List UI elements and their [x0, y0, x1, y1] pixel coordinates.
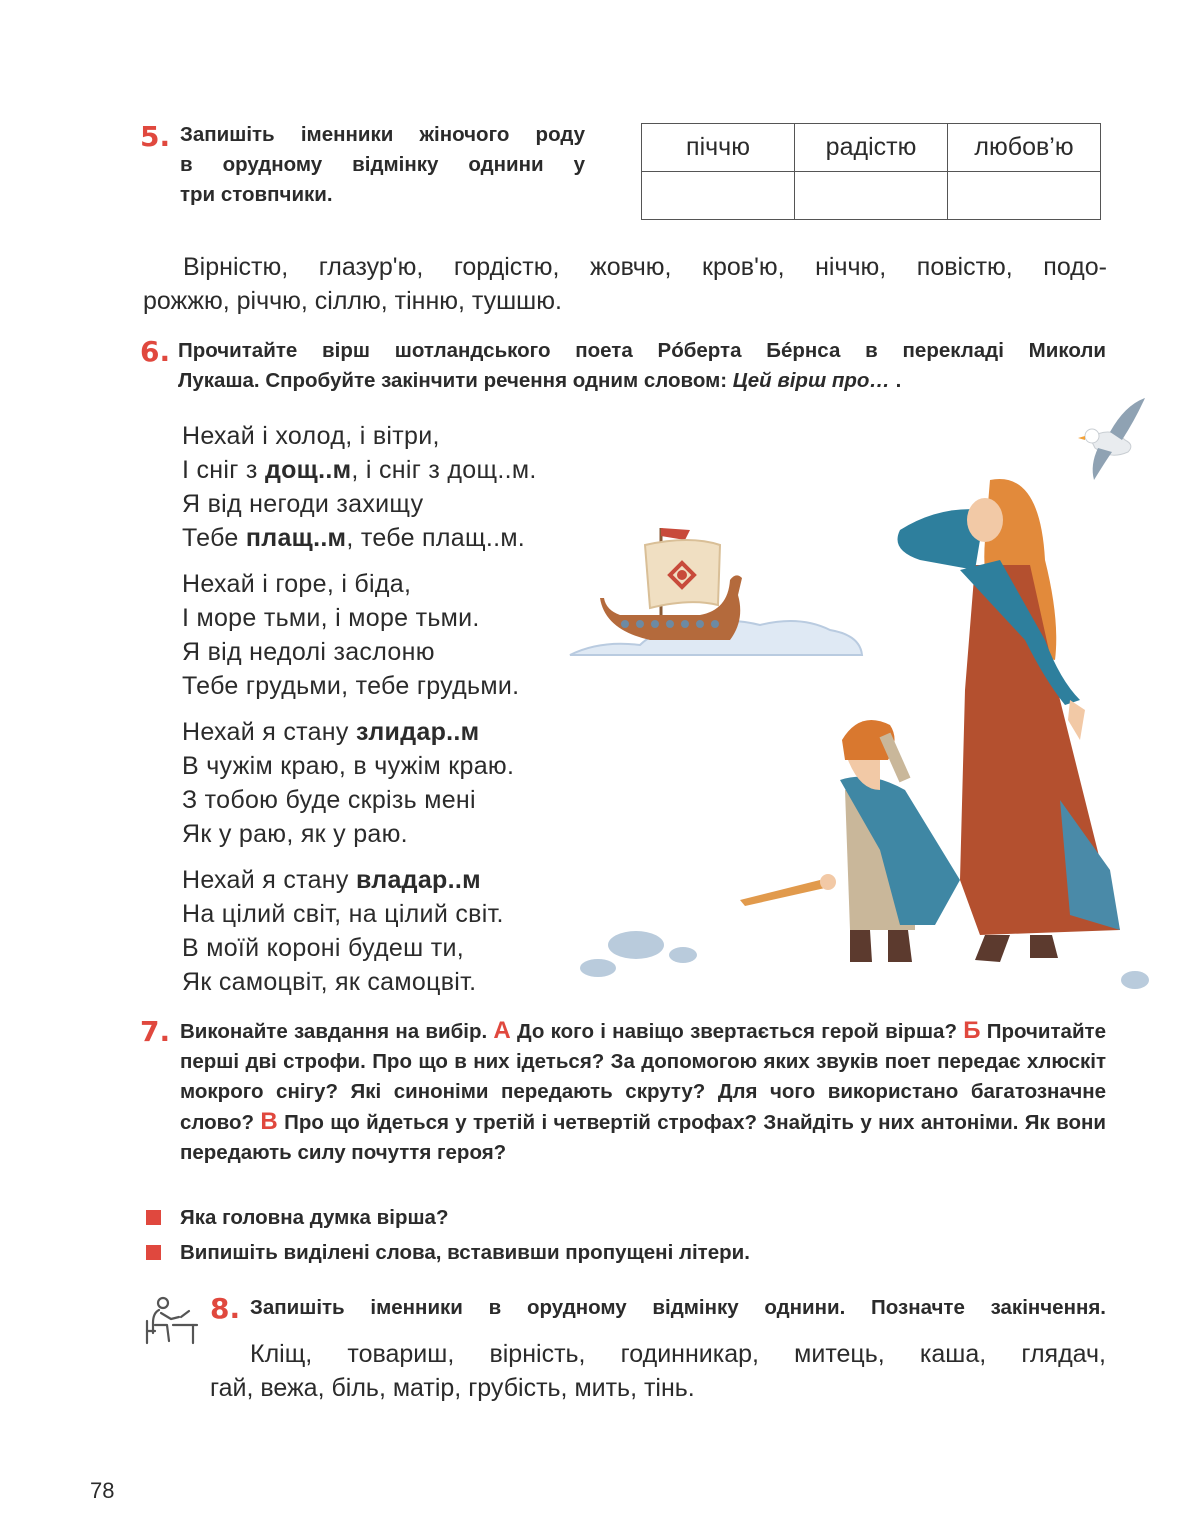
task-7-text: Прочитайте перші дві строфи. Про що в них ідеться? За допомогою яких звуків поет передає хлюскіт мокрого снігу? Які синоніми передають скруту? Для чого використано багатозначне слово? — [180, 1020, 1107, 1134]
poem-line — [182, 863, 537, 897]
task-7-bullet-1: Яка головна думка вірша? — [180, 1206, 449, 1229]
task-7-text: До кого і навіщо звертається герой вірша? — [510, 1020, 957, 1043]
task-5-words-line-1: Вірністю, глазур'ю, гордістю, жовчю, кров'ю, ніччю, повістю, подо- — [183, 253, 1107, 281]
poem — [182, 419, 537, 1011]
task-6-number: 6. — [140, 335, 171, 368]
poem-line: Як самоцвіт, як самоцвіт. — [182, 968, 477, 996]
task-7-number: 7. — [140, 1015, 171, 1048]
poem-line: На цілий світ, на цілий світ. — [182, 900, 504, 928]
task-5-line-3: три стовпчики. — [180, 183, 333, 206]
poem-line — [182, 521, 537, 555]
table-empty-cell[interactable] — [795, 172, 948, 220]
option-v-marker: В — [260, 1108, 278, 1135]
poem-text: Нехай я стану — [182, 866, 356, 894]
task-7-text: Виконайте завдання на вибір. — [180, 1020, 494, 1043]
table-header-cell: радістю — [795, 124, 948, 172]
task-8-number: 8. — [210, 1292, 241, 1325]
task-5-line-2: в орудному відмінку однини у — [180, 153, 585, 176]
poem-text: , тебе плащ..м. — [346, 524, 526, 552]
homework-desk-icon — [143, 1295, 199, 1347]
table-empty-row — [642, 172, 1101, 220]
task-5-words — [143, 250, 1107, 318]
table-header-cell: любов’ю — [948, 124, 1101, 172]
task-8-words-line-1: Кліщ, товариш, вірність, годинникар, митець, каша, глядач, — [250, 1340, 1106, 1368]
highlighted-word: плащ..м — [245, 524, 347, 552]
poem-text: Нехай я стану — [182, 718, 356, 746]
poem-line: І море тьми, і море тьми. — [182, 604, 480, 632]
poem-line: Я від негоди захищу — [182, 490, 424, 518]
task-5-table — [641, 123, 1101, 220]
poem-text: І сніг з — [182, 456, 265, 484]
task-5-instruction — [180, 120, 585, 210]
bullet-square-icon — [146, 1245, 161, 1260]
task-5-words-line-2: рожжю, річчю, сіллю, тінню, тушшю. — [143, 287, 562, 315]
task-6-line-2-text: Лукаша. Спробуйте закінчити речення одним словом: — [178, 369, 733, 392]
task-6-line-2-italic: Цей вірш про… — [732, 369, 890, 392]
stanza-1 — [182, 419, 537, 555]
table-header-row — [642, 124, 1101, 172]
poem-line — [182, 715, 537, 749]
illustration — [560, 390, 1160, 1000]
son-illustration — [740, 720, 960, 962]
poem-line — [182, 453, 537, 487]
stanza-3 — [182, 715, 537, 851]
table-empty-cell[interactable] — [948, 172, 1101, 220]
seagull-illustration — [1078, 398, 1145, 480]
option-a-marker: А — [493, 1017, 511, 1044]
task-7-text: Про що йдеться у третій і четвертій строфах? Знайдіть у них антоніми. Як вони передають силу почуття героя? — [180, 1111, 1106, 1164]
task-8-words-line-2: гай, вежа, біль, матір, грубість, мить, тінь. — [210, 1374, 695, 1402]
task-7-instruction — [180, 1016, 1106, 1168]
highlighted-word: дощ..м — [264, 456, 352, 484]
task-5-line-1: Запишіть іменники жіночого роду — [180, 123, 585, 146]
poem-line: Нехай і горе, і біда, — [182, 570, 412, 598]
task-5-number: 5. — [140, 120, 171, 153]
task-6-instruction — [178, 336, 1106, 396]
poem-line: Як у раю, як у раю. — [182, 820, 408, 848]
stanza-2 — [182, 567, 537, 703]
poem-line: В чужім краю, в чужім краю. — [182, 752, 515, 780]
poem-line: Я від недолі заслоню — [182, 638, 435, 666]
stanza-4 — [182, 863, 537, 999]
task-8-words — [210, 1337, 1106, 1405]
poem-line: Нехай і холод, і вітри, — [182, 422, 440, 450]
poem-text: , і сніг з дощ..м. — [351, 456, 537, 484]
highlighted-word: владар..м — [355, 866, 481, 894]
highlighted-word: злидар..м — [355, 718, 480, 746]
table-header-cell: піччю — [642, 124, 795, 172]
viking-ship-illustration — [570, 528, 862, 655]
poem-line: В моїй короні будеш ти, — [182, 934, 464, 962]
task-6-line-1: Прочитайте вірш шотландського поета Рóберта Бéрнса в перекладі Миколи — [178, 339, 1106, 362]
poem-line: Тебе грудьми, тебе грудьми. — [182, 672, 520, 700]
option-b-marker: Б — [963, 1017, 981, 1044]
page-number: 78 — [90, 1478, 115, 1503]
table-empty-cell[interactable] — [642, 172, 795, 220]
poem-line: З тобою буде скрізь мені — [182, 786, 476, 814]
poem-text: Тебе — [182, 524, 246, 552]
bullet-square-icon — [146, 1210, 161, 1225]
task-8-instruction: Запишіть іменники в орудному відмінку однини. Позначте закінчення. — [250, 1296, 1106, 1319]
task-6-line-2-end: . — [889, 369, 902, 392]
task-7-bullet-2: Випишіть виділені слова, вставивши пропущені літери. — [180, 1241, 750, 1264]
